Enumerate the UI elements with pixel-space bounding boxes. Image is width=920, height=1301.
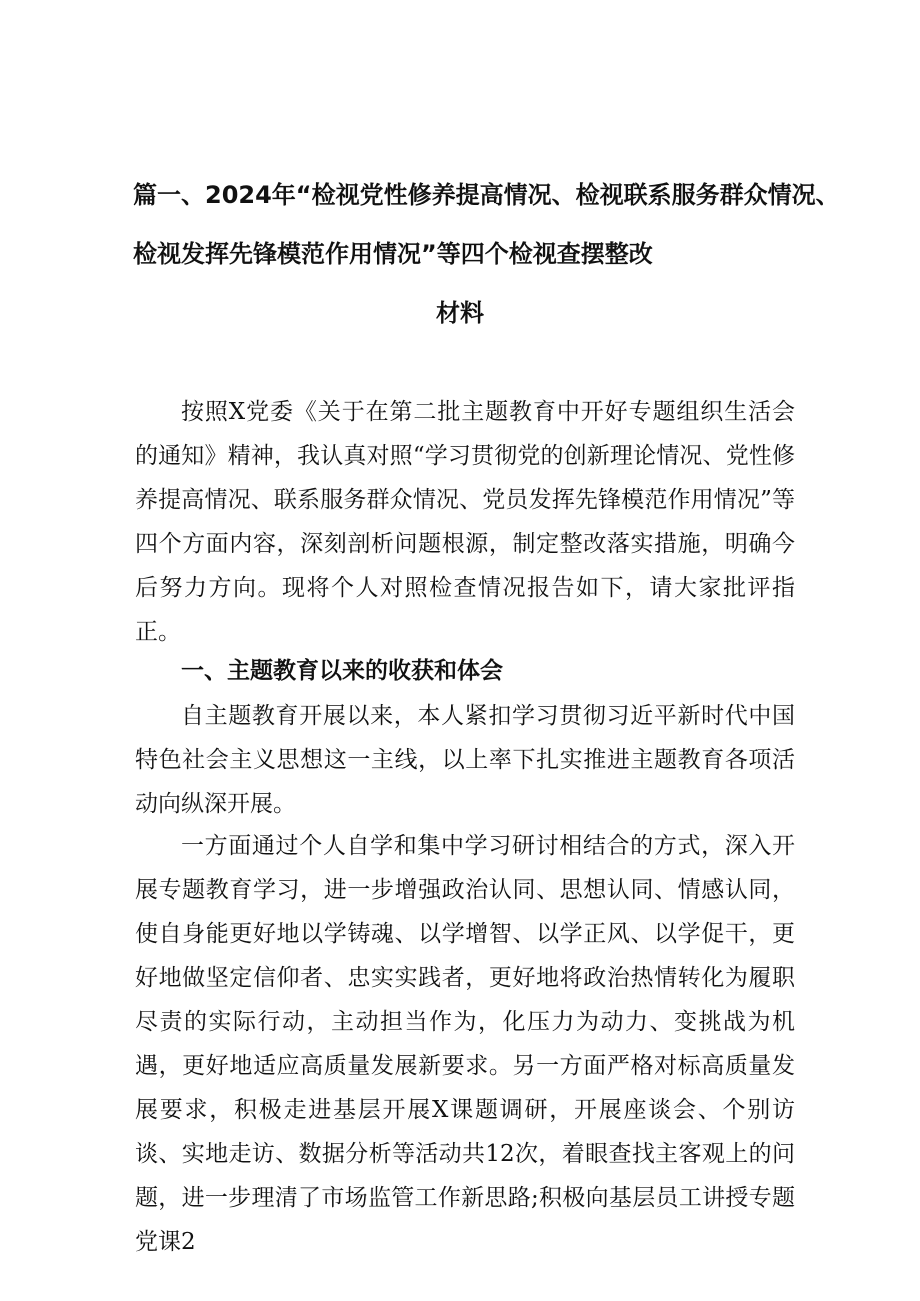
section-paragraph-2: 一方面通过个人自学和集中学习研讨相结合的方式，深入开展专题教育学习，进一步增强政治认同、思想认同、情感认同，使自身能更好地以学铸魂、以学增智、以学正风、以学促干，更好地做坚定信仰者、忠实实践者，更好地将政治热情转化为履职尽责的实际行动，主动担当作为，化压力为动力、变挑战为机遇，更好地适应高质量发展新要求。另一方面严格对标高质量发展要求，积极走进基层开展X课题调研，开展座谈会、个别访谈、实地走访、数据分析等活动共12次，着眼查找主客观上的问题，进一步理清了市场监管工作新思路;积极向基层员工讲授专题党课2 — [135, 833, 795, 1255]
section-heading: 一、主题教育以来的收获和体会 — [181, 658, 503, 684]
intro-paragraph: 按照X党委《关于在第二批主题教育中开好专题组织生活会的通知》精神，我认真对照“学习贯彻党的创新理论情况、党性修养提高情况、联系服务群众情况、党员发挥先锋模范作用情况”等四个方面内容，深刻剖析问题根源，制定整改落实措施，明确今后努力方向。现将个人对照检查情况报告如下，请大家批评指正。 — [135, 399, 795, 645]
section-paragraph-1: 自主题教育开展以来，本人紧扣学习贯彻习近平新时代中国特色社会主义思想这一主线，以上率下扎实推进主题教育各项活动向纵深开展。 — [135, 703, 795, 817]
document-title-line-3: 材料 — [436, 299, 484, 327]
document-title-line-1: 篇一、2024年“检视党性修养提高情况、检视联系服务群众情况、 — [133, 181, 840, 209]
document-title-line-2: 检视发挥先锋模范作用情况”等四个检视查摆整改 — [133, 240, 653, 268]
